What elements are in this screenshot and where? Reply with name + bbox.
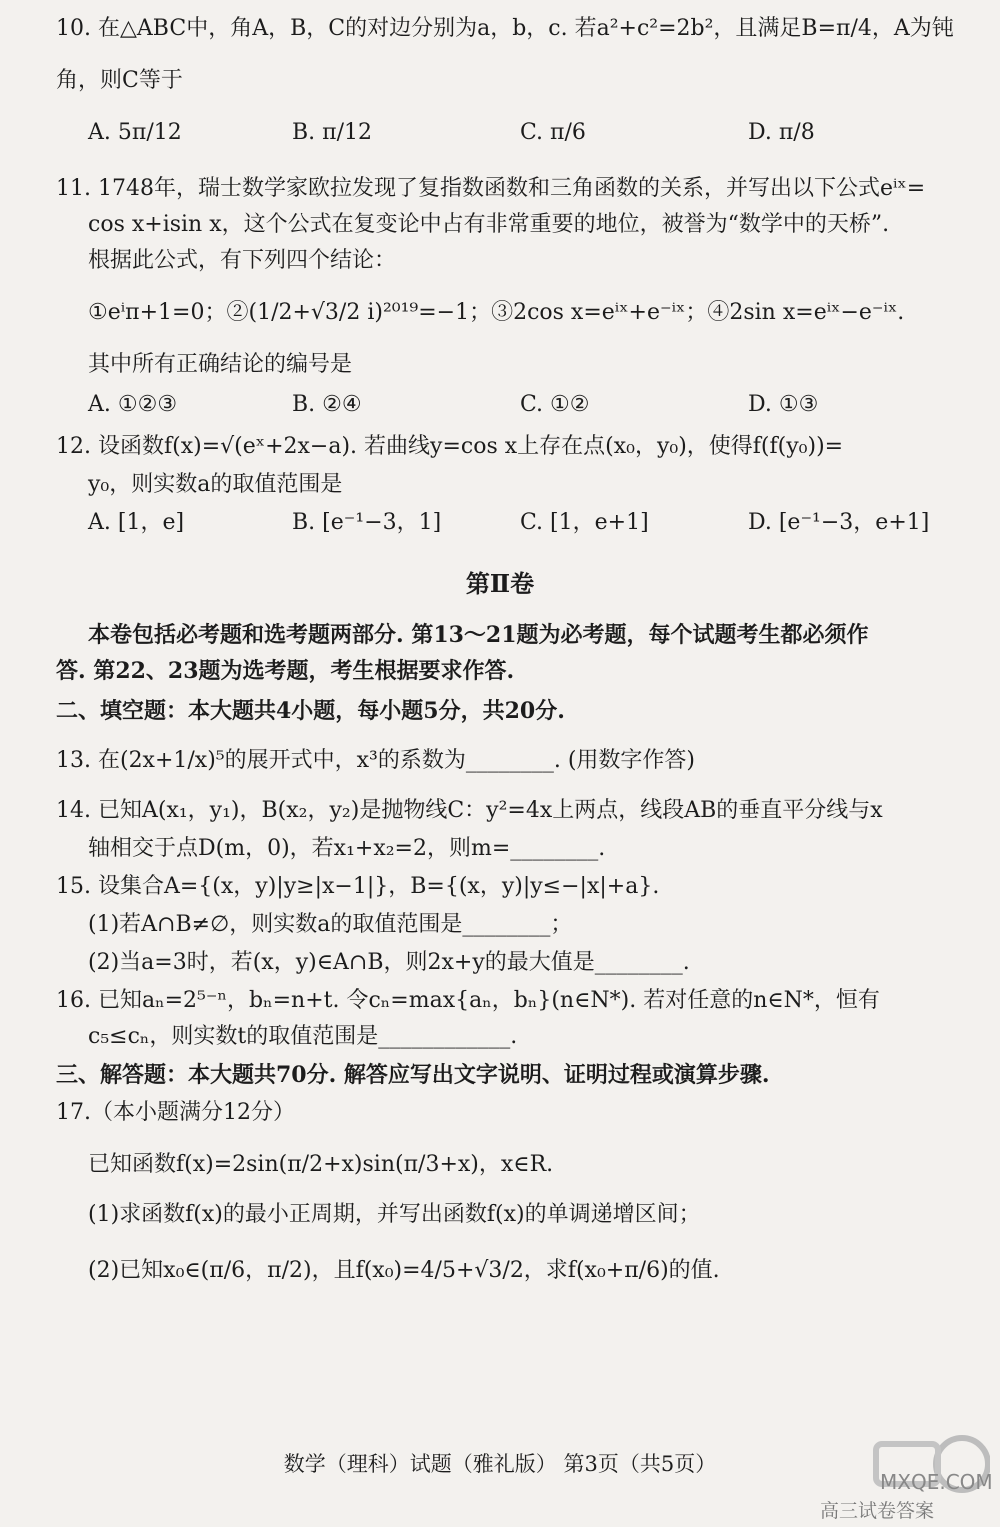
q12-option-b: B. [e⁻¹−3，1] bbox=[292, 510, 442, 535]
q11-line2: cos x+isin x，这个公式在复变论中占有非常重要的地位，被誉为“数学中的天桥”. bbox=[88, 212, 890, 237]
q11-option-b: B. ②④ bbox=[292, 392, 362, 417]
q12-option-c: C. [1，e+1] bbox=[520, 510, 649, 535]
q11-line3: 根据此公式，有下列四个结论： bbox=[88, 248, 397, 273]
q12-line1: 12. 设函数f(x)=√(eˣ+2x−a). 若曲线y=cos x上存在点(x₀，y₀)，使得f(f(y₀))= bbox=[56, 434, 844, 459]
q11-option-a: A. ①②③ bbox=[88, 392, 178, 417]
q11-option-d: D. ①③ bbox=[748, 392, 819, 417]
q12-option-d: D. [e⁻¹−3，e+1] bbox=[748, 510, 930, 535]
q10-option-b: B. π/12 bbox=[292, 120, 373, 145]
q16-line1: 16. 已知aₙ=2⁵⁻ⁿ，bₙ=n+t. 令cₙ=max{aₙ，bₙ}(n∈N*). 若对任意的n∈N*，恒有 bbox=[56, 988, 880, 1013]
q15-part2: (2)当a=3时，若(x，y)∈A∩B，则2x+y的最大值是________. bbox=[88, 950, 690, 975]
q11-line5: 其中所有正确结论的编号是 bbox=[88, 352, 353, 377]
page-footer: 数学（理科）试题（雅礼版） 第3页（共5页） bbox=[283, 1452, 717, 1476]
q15-part1: (1)若A∩B≠∅，则实数a的取值范围是________； bbox=[88, 912, 573, 937]
q15-line1: 15. 设集合A={(x，y)|y≥|x−1|}，B={(x，y)|y≤−|x|+a}. bbox=[56, 874, 660, 899]
q12-option-a: A. [1，e] bbox=[88, 510, 185, 535]
q11-line4: ①eⁱπ+1=0；②(1/2+√3/2 i)²⁰¹⁹=−1；③2cos x=eⁱˣ+e⁻ⁱˣ；④2sin x=eⁱˣ−e⁻ⁱˣ. bbox=[88, 300, 905, 325]
q14-line1: 14. 已知A(x₁，y₁)，B(x₂，y₂)是抛物线C：y²=4x上两点，线段AB的垂直平分线与x bbox=[56, 798, 883, 823]
solve-section-heading: 三、解答题：本大题共70分. 解答应写出文字说明、证明过程或演算步骤. bbox=[56, 1062, 770, 1088]
q10-line2: 角，则C等于 bbox=[56, 68, 183, 93]
part2-intro-line2: 答. 第22、23题为选考题，考生根据要求作答. bbox=[56, 658, 515, 684]
q10-option-d: D. π/8 bbox=[748, 120, 815, 145]
q17-part2: (2)已知x₀∈(π/6，π/2)，且f(x₀)=4/5+√3/2，求f(x₀+π/6)的值. bbox=[88, 1258, 720, 1283]
q11-line1: 11. 1748年，瑞士数学家欧拉发现了复指数函数和三角函数的关系，并写出以下公式eⁱˣ= bbox=[56, 176, 926, 201]
q10-line1: 10. 在△ABC中，角A，B，C的对边分别为a，b，c. 若a²+c²=2b²，且满足B=π/4，A为钝 bbox=[56, 16, 954, 41]
watermark-text: 高三试卷答案 bbox=[820, 1500, 935, 1522]
q10-option-c: C. π/6 bbox=[520, 120, 586, 145]
q17-part1: (1)求函数f(x)的最小正周期，并写出函数f(x)的单调递增区间； bbox=[88, 1202, 701, 1227]
q12-line2: y₀，则实数a的取值范围是 bbox=[88, 472, 343, 497]
q13: 13. 在(2x+1/x)⁵的展开式中，x³的系数为________. (用数字作答) bbox=[56, 748, 696, 773]
part2-intro-line1: 本卷包括必考题和选考题两部分. 第13～21题为必考题，每个试题考生都必须作 bbox=[88, 622, 869, 648]
q11-option-c: C. ①② bbox=[520, 392, 590, 417]
q17-function: 已知函数f(x)=2sin(π/2+x)sin(π/3+x)，x∈R. bbox=[88, 1152, 554, 1177]
q17-header: 17.（本小题满分12分） bbox=[56, 1100, 295, 1125]
q14-line2: 轴相交于点D(m，0)，若x₁+x₂=2，则m=________. bbox=[88, 836, 606, 861]
watermark-url: MXQE.COM bbox=[880, 1470, 993, 1494]
fill-section-heading: 二、填空题：本大题共4小题，每小题5分，共20分. bbox=[56, 698, 565, 724]
q10-option-a: A. 5π/12 bbox=[88, 120, 182, 145]
part2-heading: 第Ⅱ卷 bbox=[465, 569, 535, 598]
q16-line2: c₅≤cₙ，则实数t的取值范围是____________. bbox=[88, 1024, 518, 1049]
